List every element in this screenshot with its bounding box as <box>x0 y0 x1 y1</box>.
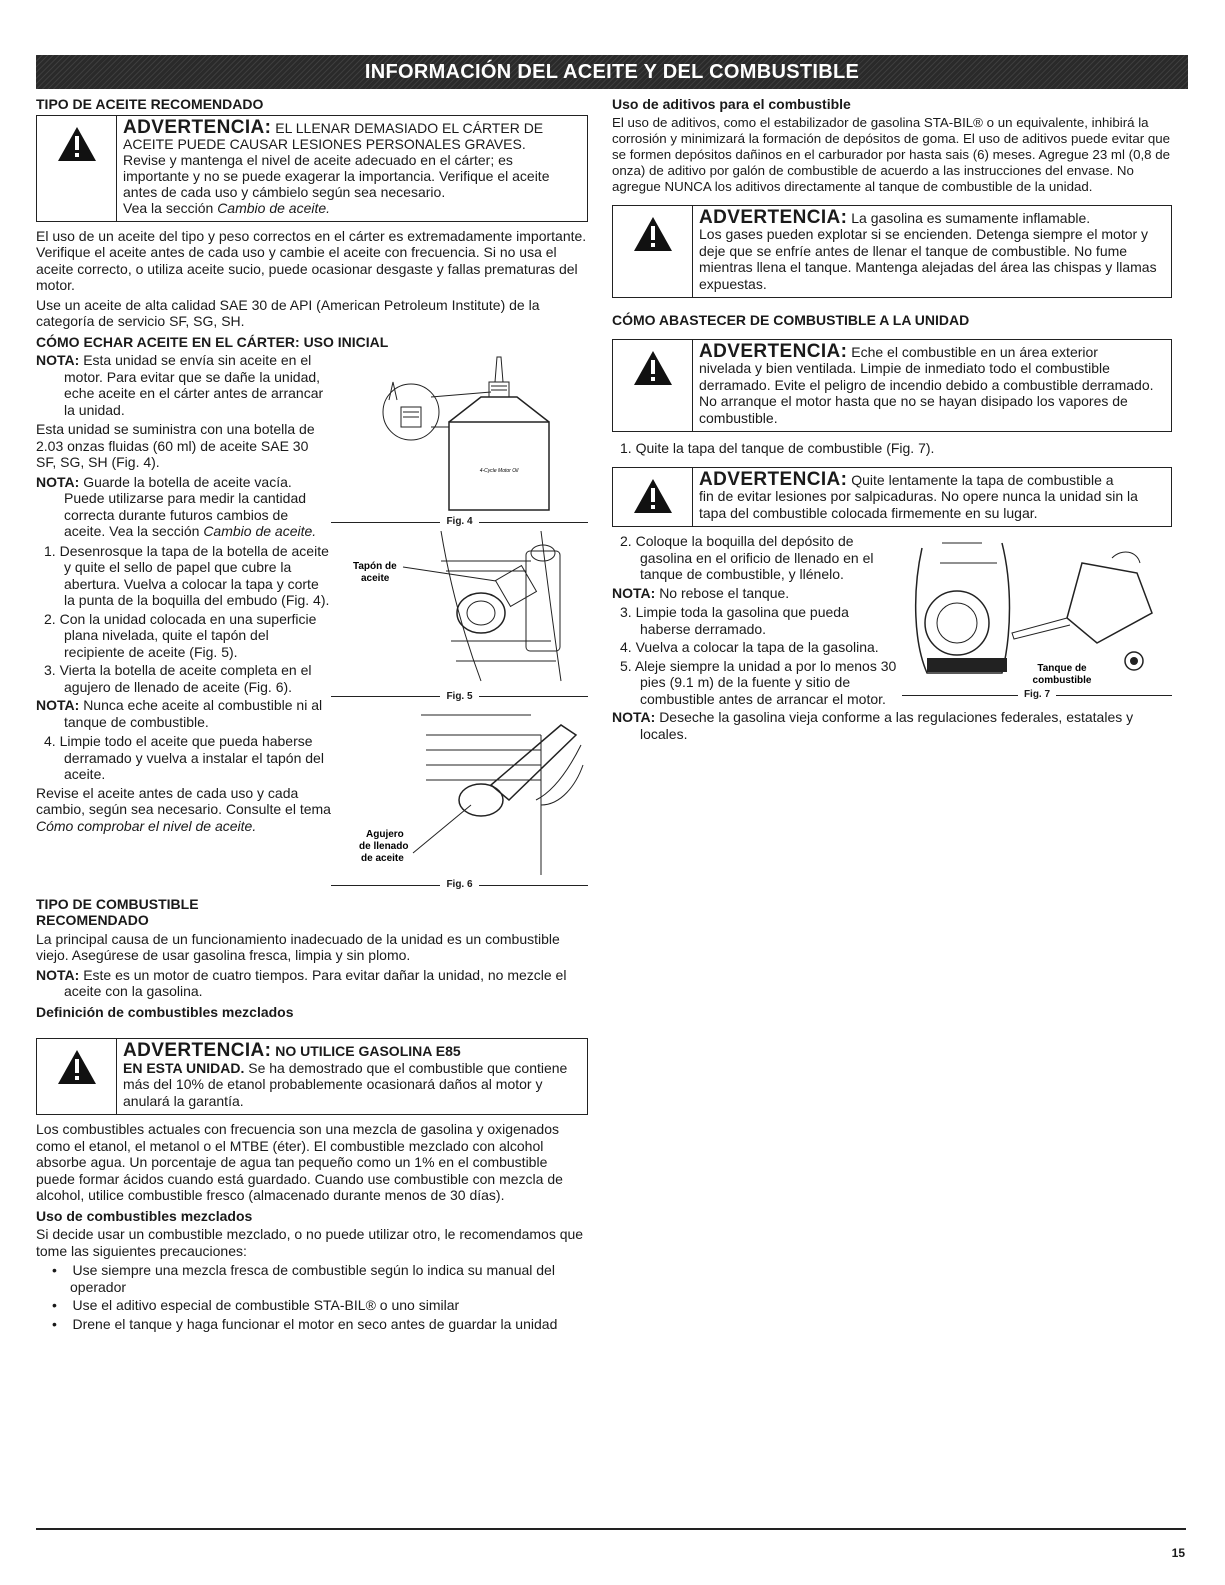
warning-title: ADVERTENCIA: <box>699 340 848 362</box>
paragraph-old-fuel: La principal causa de un funcionamiento inadecuado de la unidad es un combustible viejo. Asegúrese de usar gasolina fresca, limpia y sin plomo. <box>36 930 560 963</box>
bullet-2: • Use el aditivo especial de combustible STA-BIL® o uno similar <box>52 1297 460 1313</box>
tapon-label: Tapón de <box>353 560 397 572</box>
heading-como-echar: CÓMO ECHAR ACEITE EN EL CÁRTER: USO INICIAL <box>36 333 389 350</box>
warning-lead: EL LLENAR DEMASIADO EL CÁRTER DE ACEITE PUEDE CAUSAR LESIONES PERSONALES GRAVES. <box>123 119 544 152</box>
paragraph-bottle: Esta unidad se suministra con una botella de 2.03 onzas fluidas (60 ml) de aceite SAE 30 SF, SG, SH (Fig. 4). <box>36 421 315 470</box>
warning-lead: Eche el combustible en un área exterior <box>851 343 1098 360</box>
paragraph-precautions: Si decide usar un combustible mezclado, o no puede utilizar otro, le recomendamos que tome las siguientes precauciones: <box>36 1226 584 1259</box>
warning-lead: La gasolina es sumamente inflamable. <box>851 209 1091 226</box>
bullet-1: • Use siempre una mezcla fresca de combustible según lo indica su manual del operador <box>52 1262 555 1295</box>
heading-tipo-combustible: TIPO DE COMBUSTIBLE RECOMENDADO <box>36 895 199 928</box>
warning-triangle-icon <box>37 116 117 221</box>
agujero-label: Agujero <box>366 829 404 840</box>
paragraph-blended-fuels: Los combustibles actuales con frecuencia son una mezcla de gasolina y oxigenados como el etanol, el metanol o el MTBE (éter). El combustible mezclado con alcohol absorbe agua. Un porcentaje de agua tan pequeño como un 1% en el combustible puede formar ácidos cuando está guardado. Cuando use combustible con mezcla de alcohol, utilice combustible fresco (almacenado durante menos de 30 días). <box>36 1121 563 1203</box>
warning-lead: NO UTILICE GASOLINA E85 <box>275 1043 461 1059</box>
section-banner: INFORMACIÓN DEL ACEITE Y DEL COMBUSTIBLE <box>36 55 1188 89</box>
fig5-oil-cap-illustration <box>331 531 588 691</box>
tanque-label: Tanque de <box>1037 663 1087 674</box>
page-number: 15 <box>1171 1546 1185 1560</box>
warning-lead: Quite lentamente la tapa de combustible a <box>851 471 1114 488</box>
warning-box-outdoor <box>612 339 1172 433</box>
warning-triangle-icon <box>613 340 693 432</box>
fig7-caption: Fig. 7 <box>902 687 1172 704</box>
warning-see: Vea la sección Cambio de aceite. <box>123 199 331 216</box>
warning-box-cap <box>612 467 1172 528</box>
fig4-caption: Fig. 4 <box>331 514 588 531</box>
warning-title: ADVERTENCIA: <box>123 116 272 138</box>
warning-triangle-icon <box>613 206 693 298</box>
step-3: 3. Vierta la botella de aceite completa en el agujero de llenado de aceite (Fig. 6). <box>44 662 312 695</box>
warning-title: ADVERTENCIA: <box>699 468 848 490</box>
left-column <box>36 96 588 1334</box>
fuel-step-3: 3. Limpie toda la gasolina que pueda haberse derramado. <box>620 604 849 637</box>
tapon-label-2: aceite <box>361 572 390 584</box>
paragraph-oil-type: Use un aceite de alta calidad SAE 30 de API (American Petroleum Institute) de la categoría de servicio SF, SG, SH. <box>36 296 540 329</box>
warning-triangle-icon <box>37 1039 117 1114</box>
step-1: 1. Desenrosque la tapa de la botella de aceite y quite el sello de papel que cubre la abertura. Vuelva a colocar la tapa y corte la punta de la boquilla del embudo (Fig. 4). <box>44 542 330 608</box>
fig5-caption: Fig. 5 <box>331 689 588 706</box>
warning-body: fin de evitar lesiones por salpicaduras. No opere nunca la unidad sin la tapa del combustible colocada firmemente en su lugar. <box>699 488 1138 521</box>
fuel-nota-2: NOTA: Deseche la gasolina vieja conforme a las regulaciones federales, estatales y locales. <box>612 709 1134 742</box>
warning-box-e85 <box>36 1038 588 1115</box>
warning-body: Revise y mantenga el nivel de aceite adecuado en el cárter; es importante y no se puede exagerar la importancia. Verifique el aceite antes de cada uso y cámbielo según sea necesario. <box>123 151 550 200</box>
step-2: 2. Con la unidad colocada en una superficie plana nivelada, quite el tapón del recipiente de aceite (Fig. 5). <box>44 610 317 660</box>
heading-tipo-aceite: TIPO DE ACEITE RECOMENDADO <box>36 96 264 112</box>
fuel-step-1: 1. Quite la tapa del tanque de combustible (Fig. 7). <box>620 440 935 456</box>
fuel-step-2: 2. Coloque la boquilla del depósito de gasolina en el orificio de llenado en el tanque de combustible, y llénelo. <box>620 533 874 582</box>
warning-body: Los gases pueden explotar si se encienden. Detenga siempre el motor y deje que se enfríe antes de llenar el tanque de combustible. No fume mientras llena el tanque. Mantenga alejadas del área las chispas y llamas expuestas. <box>699 226 1157 292</box>
nota-2: NOTA: Guarde la botella de aceite vacía. Puede utilizarse para medir la cantidad correcta durante futuros cambios de aceite. Vea la sección Cambio de aceite. <box>36 473 317 539</box>
fuel-nota-1: NOTA: No rebose el tanque. <box>612 584 790 601</box>
heading-definicion: Definición de combustibles mezclados <box>36 1003 294 1020</box>
warning-box-oil-overfill <box>36 115 588 222</box>
heading-uso-mezclados: Uso de combustibles mezclados <box>36 1207 253 1224</box>
nota-4: NOTA: Este es un motor de cuatro tiempos. Para evitar dañar la unidad, no mezcle el aceite con la gasolina. <box>36 966 567 999</box>
warning-triangle-icon <box>613 468 693 527</box>
footer-rule <box>36 1528 1186 1530</box>
agujero-label-2: de llenado <box>359 841 409 852</box>
fuel-step-5: 5. Aleje siempre la unidad a por lo menos 30 pies (9.1 m) de la fuente y sitio de combustible antes de arrancar el motor. <box>620 657 897 707</box>
agujero-label-3: de aceite <box>361 853 404 864</box>
oil-steps-with-figures <box>36 352 588 894</box>
paragraph-oil-importance: El uso de un aceite del tipo y peso correctos en el cárter es extremadamente importante. Verifique el aceite antes de cada uso y cambie el aceite con frecuencia. Si no usa el aceite correcto, o utiliza aceite sucio, puede ocasionar desgaste y fallas prematuras del motor. <box>36 227 587 293</box>
fig6-caption: Fig. 6 <box>331 877 588 894</box>
fuel-step-4: 4. Vuelva a colocar la tapa de la gasolina. <box>620 639 879 655</box>
tanque-label-2: combustible <box>1032 675 1092 686</box>
warning-box-flammable <box>612 205 1172 299</box>
bottle-label: 4-Cycle Motor Oil <box>479 468 519 474</box>
step-4: 4. Limpie todo el aceite que pueda haberse derramado y vuelva a instalar el tapón del aceite. <box>44 733 324 782</box>
paragraph-aditivos: El uso de aditivos, como el estabilizador de gasolina STA-BIL® o un equivalente, inhibirá la corrosión y minimizará la formación de depósitos de goma. El uso de aditivos puede evitar que se formen depósitos dañinos en el carburador por hasta sais (6) meses. Agregue 23 ml (0,8 de onza) de aditivo por galón de combustible de acuerdo a las instrucciones del envase. No agregue NUNCA los aditivos directamente al tanque de combustible de la unidad. <box>612 114 1171 194</box>
nota-1: NOTA: Esta unidad se envía sin aceite en el motor. Para evitar que se dañe la unidad, eche aceite en el cárter antes de arrancar la unidad. <box>36 352 324 418</box>
fig6-oil-fill-illustration <box>331 705 588 885</box>
fig7-column <box>902 533 1172 709</box>
bullet-3: • Drene el tanque y haga funcionar el motor en seco antes de guardar la unidad <box>52 1315 558 1332</box>
fuel-steps-with-figure <box>612 533 1172 709</box>
fig4-oil-bottle-illustration <box>331 352 588 522</box>
warning-title: ADVERTENCIA: <box>123 1040 272 1061</box>
figures-column <box>331 352 588 894</box>
heading-aditivos: Uso de aditivos para el combustible <box>612 96 851 112</box>
paragraph-check-oil: Revise el aceite antes de cada uso y cada cambio, según sea necesario. Consulte el tema Cómo comprobar el nivel de aceite. <box>36 784 331 834</box>
heading-abastecer: CÓMO ABASTECER DE COMBUSTIBLE A LA UNIDAD <box>612 312 970 328</box>
right-column <box>612 96 1172 745</box>
fig7-fueling-illustration <box>902 533 1164 701</box>
warning-title: ADVERTENCIA: <box>699 206 848 228</box>
warning-body: nivelada y bien ventilada. Limpie de inmediato todo el combustible derramado. Evite el peligro de incendio debido a combustible derramado. No arranque el motor hasta que no se hayan disipado los vapores de combustible. <box>699 360 1154 426</box>
warning-body: EN ESTA UNIDAD. Se ha demostrado que el combustible que contiene más del 10% de etanol probablemente ocasionará daños al motor y anulará la garantía. <box>123 1059 568 1109</box>
nota-3: NOTA: Nunca eche aceite al combustible ni al tanque de combustible. <box>36 697 323 730</box>
